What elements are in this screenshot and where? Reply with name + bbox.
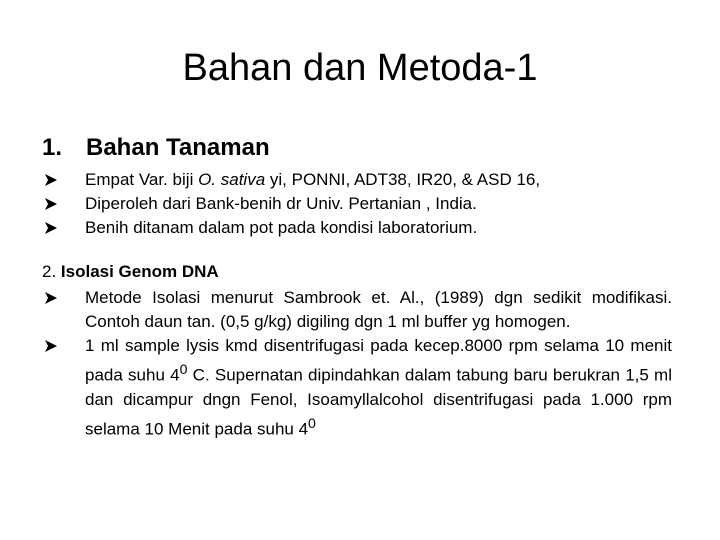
bullet-text-italic: O. sativa (198, 170, 266, 189)
section2-bullet-list (42, 286, 672, 441)
list-item (42, 192, 672, 216)
section1-title: Bahan Tanaman (86, 134, 270, 161)
bullet-text-pre: 1 ml sample lysis kmd disentrifugasi pada kecep.8000 rpm selama 10 menit pada suhu 4 (85, 336, 672, 385)
superscript-degree: 0 (179, 362, 188, 378)
arrow-bullet-icon (44, 291, 58, 305)
arrow-bullet-icon (44, 197, 58, 211)
section2-title: Isolasi Genom DNA (60, 262, 219, 281)
bullet-text-mid: C. Supernatan dipindahkan dalam tabung baru berukran 1,5 ml dan dicampur dngn Fenol, Isoamyllalcohol disentrifugasi pada 1.000 rpm selama 10 Menit pada suhu 4 (85, 365, 672, 439)
list-item (42, 216, 672, 240)
bullet-text: Diperoleh dari Bank-benih dr Univ. Pertanian , India. (85, 194, 477, 213)
bullet-text-post: yi, PONNI, ADT38, IR20, & ASD 16, (265, 170, 541, 189)
section1-number: 1. (42, 134, 63, 161)
superscript-degree: 0 (308, 415, 316, 432)
section2-heading (42, 260, 219, 284)
bullet-text: Benih ditanam dalam pot pada kondisi laboratorium. (85, 218, 478, 237)
bullet-text: Metode Isolasi menurut Sambrook et. Al., (1989) dgn sedikit modifikasi. Contoh daun tan. (0,5 g/kg) digiling dgn 1 ml buffer yg homogen. (85, 288, 672, 331)
list-item (42, 286, 672, 334)
section1-heading (42, 132, 270, 164)
arrow-bullet-icon (44, 221, 58, 235)
bullet-text-pre: Empat Var. biji (85, 170, 199, 189)
list-item (42, 168, 672, 192)
section1-bullet-list (42, 168, 672, 240)
slide-title: Bahan dan Metoda-1 (182, 47, 538, 89)
arrow-bullet-icon (44, 339, 58, 353)
section2-number: 2. (42, 262, 61, 281)
list-item (42, 334, 672, 441)
arrow-bullet-icon (44, 173, 58, 187)
